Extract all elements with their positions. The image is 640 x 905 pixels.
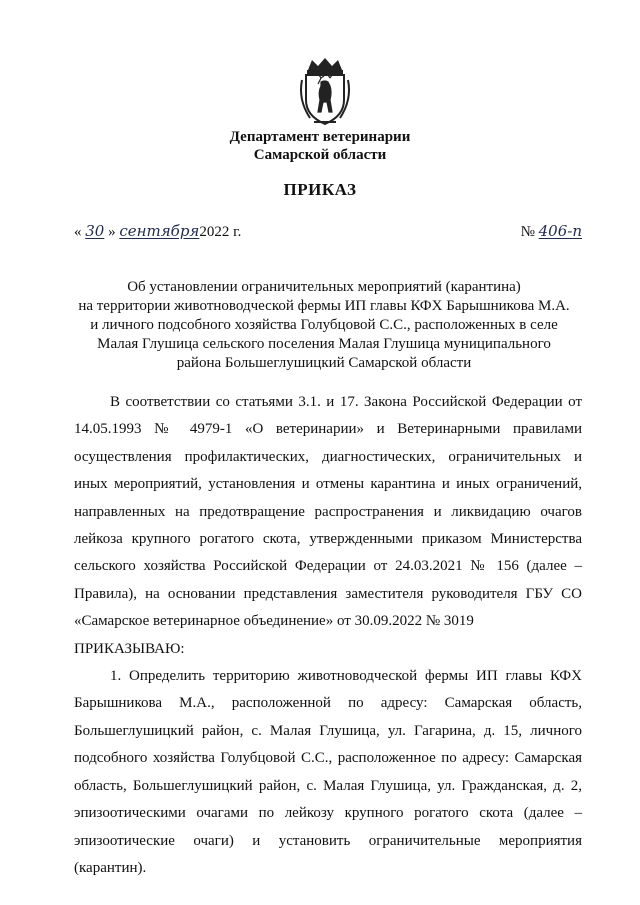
subject-line: и личного подсобного хозяйства Голубцовой С.С., расположенных в селе [90, 317, 558, 333]
order-body [74, 389, 582, 882]
document-title: ПРИКАЗ [283, 180, 357, 199]
subject-line: Об установлении ограничительных мероприятий (карантина) [127, 279, 521, 295]
date-month: сентября [119, 222, 200, 240]
subject-line: на территории животноводческой фермы ИП главы КФХ Барышникова М.А. [78, 298, 570, 314]
date-day: 30 [85, 222, 105, 240]
clause-1-paragraph: 1. Определить территорию животноводческой фермы ИП главы КФХ Барышникова М.А., расположенной по адресу: Самарская область, Большеглушицкий район, с. Малая Глушица, ул. Гагарина, д. 15, личного подсобного хозяйства Голубцовой С.С., расположенное по адресу: Самарская область, Большеглушицкий район, с. Малая Глушица, ул. Гражданская, д. 2, эпизоотическими очагами по лейкозу крупного рогатого скота (далее – эпизоотические очаги) и установить ограничительные мероприятия (карантин). [74, 668, 582, 876]
subject-line: Малая Глушица сельского поселения Малая Глушица муниципального [97, 336, 551, 352]
department-region: Самарской области [253, 147, 387, 163]
order-number-value: 406-п [538, 222, 582, 240]
order-directive: ПРИКАЗЫВАЮ: [74, 640, 185, 657]
order-number: № 406-п [520, 222, 582, 240]
order-subject [74, 278, 574, 373]
subject-line: района Большеглушицкий Самарской области [176, 355, 472, 371]
coat-of-arms-icon [294, 56, 356, 128]
preamble-paragraph: В соответствии со статьями 3.1. и 17. Закона Российской Федерации от 14.05.1993 № 4979-1 «О ветеринарии» и Ветеринарными правилами осуществления профилактических, диагностических, ограничительных и иных мероприятий, установления и отмены карантина и иных ограничений, направленных на предотвращение распространения и ликвидацию очагов лейкоза крупного рогатого скота, утвержденными приказом Министерства сельского хозяйства Российской Федерации от 24.03.2021 № 156 (далее – Правила), на основании представления заместителя руководителя ГБУ СО «Самарское ветеринарное объединение» от 30.09.2022 № 3019 [74, 394, 582, 630]
order-date: « 30 » сентября2022 г. [74, 222, 242, 240]
date-year: 2022 г. [199, 224, 242, 240]
department-name: Департамент ветеринарии [229, 129, 411, 145]
